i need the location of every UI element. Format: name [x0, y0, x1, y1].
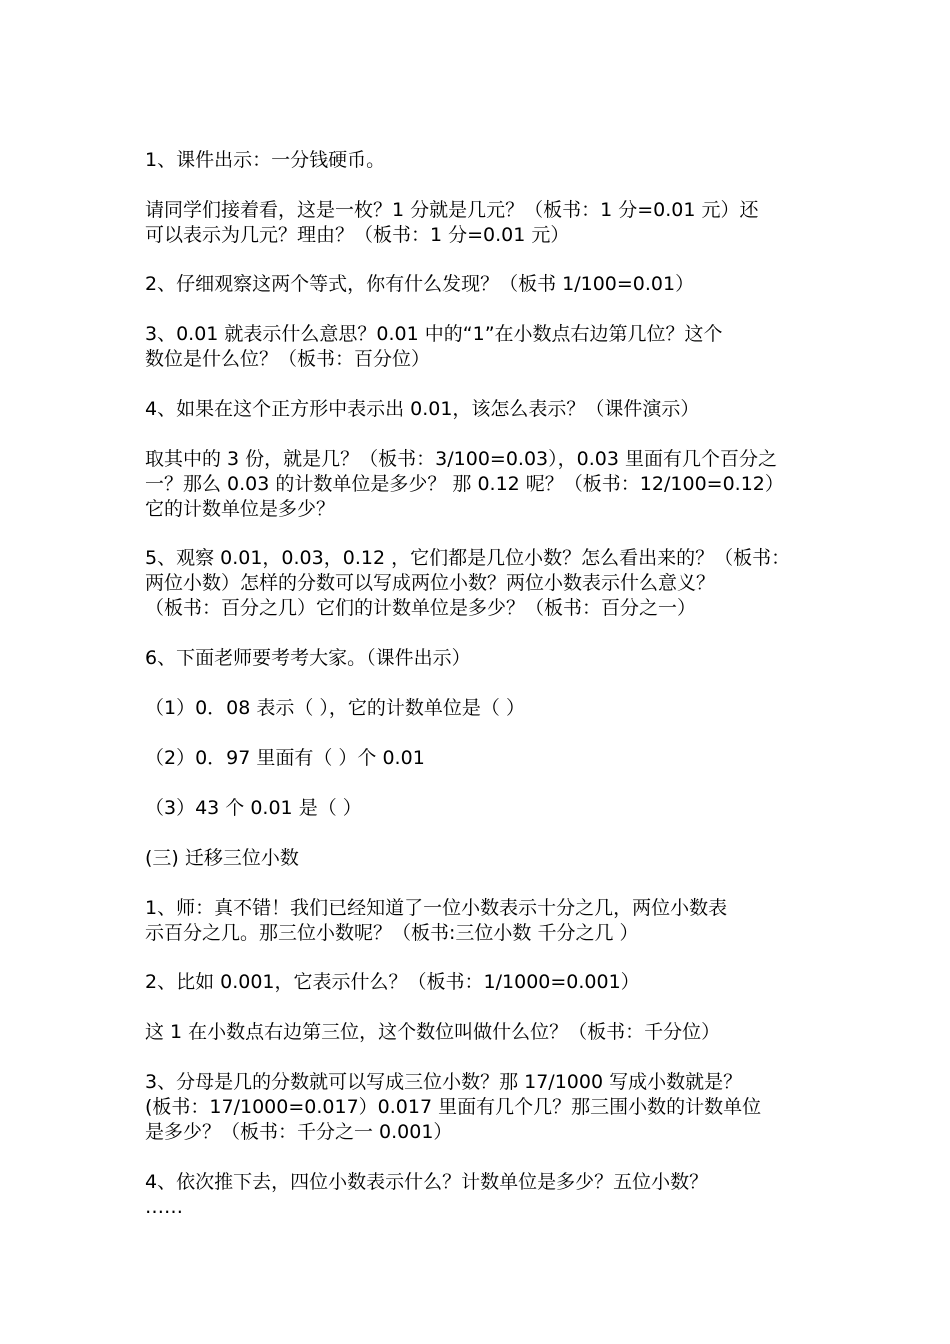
text-line: 这 1 在小数点右边第三位，这个数位叫做什么位？（板书：千分位）: [145, 1021, 721, 1043]
text-line: 两位小数）怎样的分数可以写成两位小数？两位小数表示什么意义？: [145, 572, 716, 594]
paragraph-6: [145, 447, 825, 522]
text-line: （3）43 个 0.01 是（ ）: [145, 797, 362, 819]
paragraph-1: [145, 148, 825, 173]
section-heading: [145, 846, 825, 871]
exercise-1: [145, 696, 825, 721]
paragraph-13: [145, 896, 825, 946]
text-line: 3、分母是几的分数就可以写成三位小数？那 17/1000 写成小数就是？: [145, 1071, 743, 1093]
paragraph-17: [145, 1170, 825, 1220]
text-line: 2、比如 0.001，它表示什么？（板书：1/1000=0.001）: [145, 971, 640, 993]
text-line: 3、0.01 就表示什么意思？0.01 中的“1”在小数点右边第几位？这个: [145, 323, 723, 345]
text-line: (板书：17/1000=0.017）0.017 里面有几个几？那三围小数的计数单位: [145, 1096, 762, 1118]
text-line: 它的计数单位是多少？: [145, 498, 336, 520]
text-line: 可以表示为几元？理由？（板书：1 分=0.01 元）: [145, 224, 570, 246]
text-line: 请同学们接着看，这是一枚？1 分就是几元？（板书：1 分=0.01 元）还: [145, 199, 759, 221]
paragraph-15: [145, 1020, 825, 1045]
text-line: 1、师：真不错！我们已经知道了一位小数表示十分之几，两位小数表: [145, 897, 728, 919]
text-line: 取其中的 3 份，就是几？（板书：3/100=0.03），0.03 里面有几个百分之: [145, 448, 777, 470]
text-line: 1、课件出示：一分钱硬币。: [145, 149, 386, 171]
exercise-3: [145, 796, 825, 821]
text-line: 4、如果在这个正方形中表示出 0.01，该怎么表示？（课件演示）: [145, 398, 700, 420]
text-line: 示百分之几。那三位小数呢？（板书:三位小数 千分之几 ）: [145, 922, 639, 944]
paragraph-8: [145, 646, 825, 671]
paragraph-7: [145, 546, 825, 621]
text-line: (三) 迁移三位小数: [145, 847, 299, 869]
exercise-2: [145, 746, 825, 771]
text-line: 一？那么 0.03 的计数单位是多少？ 那 0.12 呢？（板书：12/100=0.12）: [145, 473, 784, 495]
paragraph-2: [145, 198, 825, 248]
paragraph-4: [145, 322, 825, 372]
text-line: 数位是什么位？（板书：百分位）: [145, 348, 431, 370]
paragraph-3: [145, 272, 825, 297]
paragraph-5: [145, 397, 825, 422]
text-line: （板书：百分之几）它们的计数单位是多少？（板书：百分之一）: [145, 597, 697, 619]
paragraph-14: [145, 970, 825, 995]
text-line: 4、依次推下去，四位小数表示什么？计数单位是多少？五位小数？: [145, 1171, 709, 1193]
paragraph-16: [145, 1070, 825, 1145]
text-line: （2）0．97 里面有（ ）个 0.01: [145, 747, 425, 769]
text-line: （1）0．08 表示（ ），它的计数单位是（ ）: [145, 697, 525, 719]
text-line: 6、下面老师要考考大家。（课件出示）: [145, 647, 471, 669]
text-line: 是多少？（板书：千分之一 0.001）: [145, 1121, 453, 1143]
text-line: 2、仔细观察这两个等式，你有什么发现？（板书 1/100=0.01）: [145, 273, 695, 295]
text-line: ……: [145, 1196, 183, 1218]
text-line: 5、观察 0.01，0.03，0.12 ，它们都是几位小数？怎么看出来的？（板书：: [145, 547, 791, 569]
